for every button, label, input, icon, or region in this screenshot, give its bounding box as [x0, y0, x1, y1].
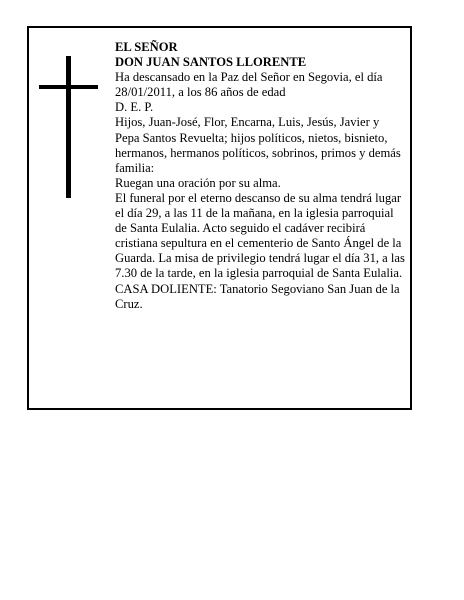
obituary-notice [27, 26, 412, 410]
cross-vertical-bar [66, 56, 71, 198]
title-line-1: EL SEÑOR [115, 40, 178, 54]
mourning-house: CASA DOLIENTE: Tanatorio Segoviano San Juan de la Cruz. [115, 281, 400, 311]
prayer-request: Ruegan una oración por su alma. [115, 175, 281, 190]
family-list: Hijos, Juan-José, Flor, Encarna, Luis, Jesús, Javier y Pepa Santos Revuelta; hijos políticos, nietos, bisnieto, hermanos, hermanos políticos, sobrinos, primos y demás familia: [115, 115, 401, 175]
funeral-details: El funeral por el eterno descanso de su alma tendrá lugar el día 29, a las 11 de la mañana, en la iglesia parroquial de Santa Eulalia. Acto seguido el cadáver recibirá cristiana sepultura en el cementerio de Santo Ángel de la Guarda. La misa de privilegio tendrá lugar el día 31, a las 7.30 de la tarde, en la iglesia parroquial de Santa Eulalia. [115, 190, 405, 281]
dep-abbreviation: D. E. P. [115, 100, 154, 115]
deceased-name: DON JUAN SANTOS LLORENTE [115, 55, 307, 70]
obituary-text [115, 40, 405, 312]
death-announcement: Ha descansado en la Paz del Señor en Segovia, el día 28/01/2011, a los 86 años de edad [115, 70, 383, 100]
cross-horizontal-bar [39, 85, 98, 89]
